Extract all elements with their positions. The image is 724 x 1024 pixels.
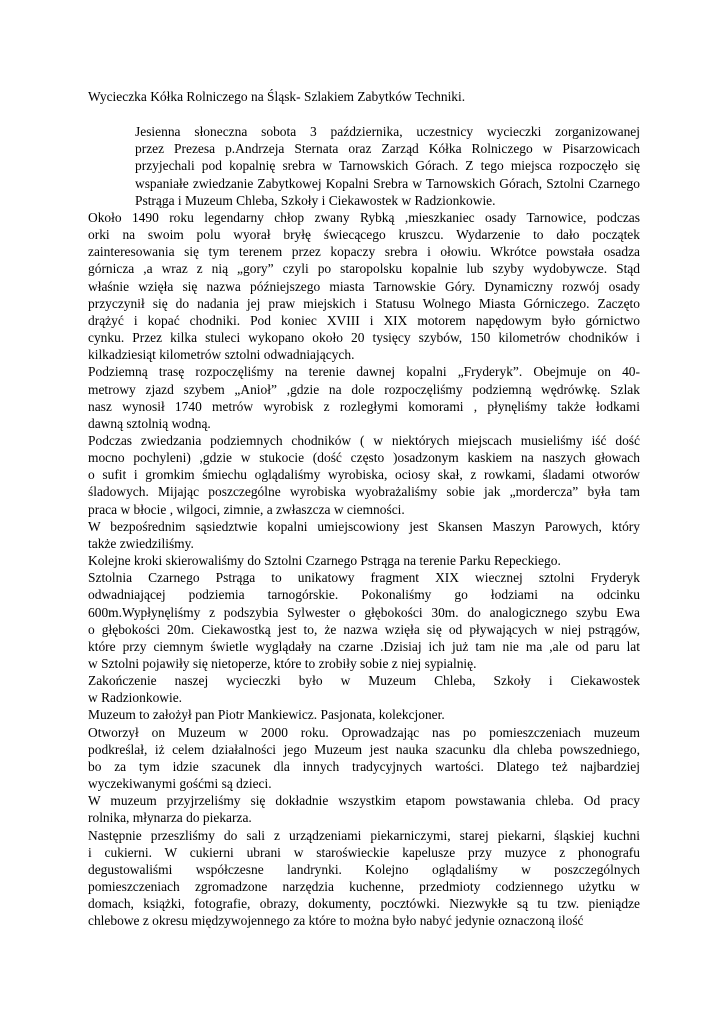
text-line: drążyć i kopać chodniki. Pod koniec XVIII i XIX motorem napędowym było górnictwo bbox=[88, 312, 640, 328]
text-line: Kolejne kroki skierowaliśmy do Sztolni Czarnego Pstrąga na terenie Parku Repeckiego. bbox=[88, 553, 561, 569]
text-line: Muzeum to założył pan Piotr Mankiewicz. Pasjonata, kolekcjoner. bbox=[88, 707, 445, 723]
document-page bbox=[88, 88, 640, 930]
paragraph bbox=[88, 706, 640, 723]
text-line: właśnie wzięła się nazwa późniejszego miasta Tarnowskie Góry. Dynamiczny rozwój osady bbox=[88, 278, 640, 294]
text-line: i cukierni. W cukierni ubrani w staroświeckie kapelusze przy muzyce z phonografu bbox=[88, 844, 640, 860]
paragraph bbox=[88, 792, 640, 826]
paragraph bbox=[88, 569, 640, 672]
text-line: o sufit i gromkim śmiechu oglądaliśmy wyrobiska, ociosy skał, z rowkami, śladami otworów bbox=[88, 467, 640, 483]
text-line: kilkadziesiąt kilometrów sztolni odwadniających. bbox=[88, 347, 355, 363]
text-line: praca w błocie , wilgoci, zimnie, a zwłaszcza w ciemności. bbox=[88, 501, 405, 517]
text-line: Podczas zwiedzania podziemnych chodników ( w niektórych miejscach musieliśmy iść dość bbox=[88, 432, 640, 448]
text-line: metrowy zjazd szybem „Anioł” ,gdzie na dole rozpoczęliśmy podziemną wędrówkę. Szlak bbox=[88, 381, 640, 397]
paragraph bbox=[88, 123, 640, 209]
text-line: 600m.Wypłynęliśmy z podszybia Sylwester o głębokości 30m. do analogicznego szybu Ewa bbox=[88, 604, 640, 620]
text-line: mocno pochyleni) ,gdzie w stukocie (dość często )osadzonym kaskiem na naszych głowach bbox=[88, 450, 640, 466]
paragraph bbox=[88, 552, 640, 569]
paragraph bbox=[88, 672, 640, 706]
text-line: wspaniałe zwiedzanie Zabytkowej Kopalni Srebra w Tarnowskich Górach, Sztolni Czarnego bbox=[135, 175, 640, 191]
paragraph bbox=[88, 432, 640, 518]
text-line: rolnika, młynarza do piekarza. bbox=[88, 810, 252, 826]
paragraph bbox=[88, 209, 640, 363]
text-line: chlebowe z okresu międzywojennego za które to można było nabyć jedynie oznaczoną ilość bbox=[88, 913, 584, 929]
text-line: Otworzył on Muzeum w 2000 roku. Oprowadzając nas po pomieszczeniach muzeum bbox=[88, 724, 640, 740]
text-line: w Radzionkowie. bbox=[88, 690, 183, 706]
text-line: przyjechali pod kopalnię srebra w Tarnowskich Górach. Z tego miejsca rozpoczęło się bbox=[135, 158, 640, 174]
paragraph bbox=[88, 827, 640, 930]
text-line: W bezpośrednim sąsiedztwie kopalni umiejscowiony jest Skansen Maszyn Parowych, który bbox=[88, 518, 640, 534]
text-line: Zakończenie naszej wycieczki było w Muzeum Chleba, Szkoły i Ciekawostek bbox=[88, 673, 640, 689]
text-line: przez Prezesa p.Andrzeja Sternata oraz Zarząd Kółka Rolniczego w Pisarzowicach bbox=[135, 141, 640, 157]
text-line: o głębokości 20m. Ciekawostką jest to, że nazwa wzięła się od pływających w niej pstrągów, bbox=[88, 621, 640, 637]
text-line: Około 1490 roku legendarny chłop zwany Rybką ,mieszkaniec osady Tarnowice, podczas bbox=[88, 209, 640, 225]
text-line: górnicza ,a wraz z nią „gory” czyli po staropolsku kopalnie lub szyby wydobywcze. Stąd bbox=[88, 261, 640, 277]
document-title: Wycieczka Kółka Rolniczego na Śląsk- Szlakiem Zabytków Techniki. bbox=[88, 89, 466, 104]
text-line: cynku. Przez kilka stuleci wykopano około 20 tysięcy szybów, 150 kilometrów chodników i bbox=[88, 330, 640, 346]
text-line: zainteresowania się tym terenem przez kopaczy srebra i ołowiu. Wkrótce powstała osadza bbox=[88, 244, 640, 260]
text-line: Sztolnia Czarnego Pstrąga to unikatowy fragment XIX wiecznej sztolni Fryderyk bbox=[88, 570, 640, 586]
text-line: Jesienna słoneczna sobota 3 października, uczestnicy wycieczki zorganizowanej bbox=[135, 124, 640, 140]
document-body bbox=[88, 123, 640, 929]
paragraph bbox=[88, 724, 640, 793]
text-line: nasz wynosił 1740 metrów wyrobisk z rozległymi komorami , płynęliśmy także łodkami bbox=[88, 398, 640, 414]
text-line: śladowych. Mijając poszczególne wyrobiska wyobrażaliśmy sobie jak „mordercza” była tam bbox=[88, 484, 640, 500]
text-line: także zwiedziliśmy. bbox=[88, 535, 194, 551]
text-line: W muzeum przyjrzeliśmy się dokładnie wszystkim etapom powstawania chleba. Od pracy bbox=[88, 793, 640, 809]
text-line: domach, książki, fotografie, obrazy, dokumenty, pocztówki. Niezwykłe są tu tzw. pieniądze bbox=[88, 896, 640, 912]
text-line: orki na swoim polu wyorał bryłę świecącego kruszcu. Wydarzenie to dało początek bbox=[88, 227, 640, 243]
text-line: w Sztolni pojawiły się nietoperze, które to zrobiły sobie z niej sypialnię. bbox=[88, 656, 477, 671]
text-line: degustowaliśmi współczesne landrynki. Kolejno oglądaliśmy w poszczególnych bbox=[88, 861, 640, 877]
paragraph bbox=[88, 363, 640, 432]
text-line: Podziemną trasę rozpoczęliśmy na terenie dawnej kopalni „Fryderyk”. Obejmuje on 40- bbox=[88, 364, 640, 380]
text-line: które przy ciemnym świetle wyglądały na czarne .Dzisiaj ich już tam nie ma ,ale od paru lat bbox=[88, 638, 640, 654]
text-line: Następnie przeszliśmy do sali z urządzeniami piekarniczymi, starej piekarni, śląskiej kuchni bbox=[88, 827, 640, 843]
text-line: odwadniającej podziemia tarnogórskie. Pokonaliśmy go łodziami na odcinku bbox=[88, 587, 640, 603]
paragraph bbox=[88, 518, 640, 552]
text-line: bo za tym idzie szacunek dla innych tradycyjnych wartości. Dlatego też najbardziej bbox=[88, 758, 640, 774]
text-line: wyczekiwanymi gośćmi są dzieci. bbox=[88, 776, 272, 792]
text-line: Pstrąga i Muzeum Chleba, Szkoły i Ciekawostek w Radzionkowie. bbox=[135, 192, 496, 208]
text-line: pomieszczeniach zgromadzone narzędzia kuchenne, przedmioty codziennego użytku w bbox=[88, 879, 640, 895]
text-line: dawną sztolnią wodną. bbox=[88, 415, 211, 431]
text-line: podkreślał, iż celem działalności jego Muzeum jest nauka szacunku dla chleba powszedniego, bbox=[88, 741, 640, 757]
text-line: przyczynił się do nadania jej praw miejskich i Statusu Wolnego Miasta Górniczego. Zaczęto bbox=[88, 295, 640, 311]
